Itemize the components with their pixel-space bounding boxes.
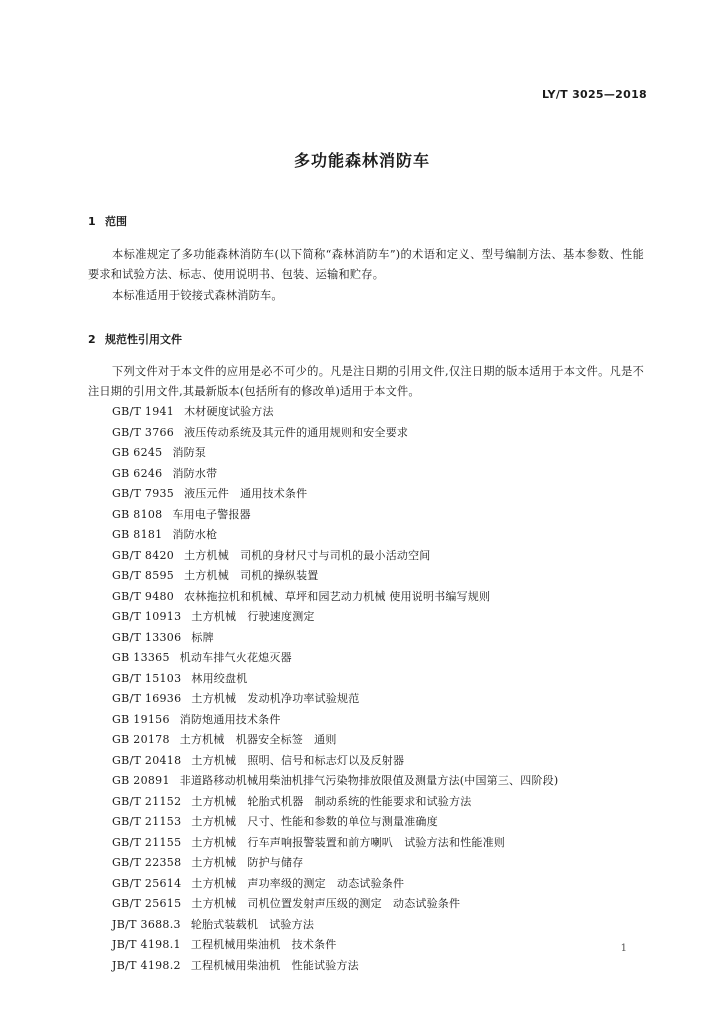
reference-code: GB 6246 bbox=[112, 466, 163, 480]
reference-title: 消防泵 bbox=[172, 446, 207, 459]
reference-title: 土方机械 司机的操纵装置 bbox=[184, 569, 319, 582]
reference-item bbox=[112, 628, 558, 649]
reference-title: 土方机械 司机位置发射声压级的测定 动态试验条件 bbox=[191, 897, 461, 910]
section-title: 范围 bbox=[105, 215, 127, 228]
section-title: 规范性引用文件 bbox=[105, 333, 182, 346]
reference-code: GB 20891 bbox=[112, 774, 170, 787]
reference-code: GB 8108 bbox=[112, 507, 163, 521]
reference-title: 工程机械用柴油机 性能试验方法 bbox=[190, 958, 359, 972]
reference-title: 土方机械 行车声响报警装置和前方喇叭 试验方法和性能准则 bbox=[191, 835, 506, 849]
reference-code: GB 19156 bbox=[112, 712, 170, 726]
references-intro-paragraph: 下列文件对于本文件的应用是必不可少的。凡是注日期的引用文件,仅注日期的版本适用于本文件。凡是不注日期的引用文件,其最新版本(包括所有的修改单)适用于本文件。 bbox=[88, 365, 644, 398]
reference-title: 土方机械 行驶速度测定 bbox=[191, 610, 315, 623]
scope-paragraph: 本标准规定了多功能森林消防车(以下简称“森林消防车”)的术语和定义、型号编制方法、基本参数、性能要求和试验方法、标志、使用说明书、包装、运输和贮存。 bbox=[88, 248, 644, 281]
reference-title: 消防水带 bbox=[172, 466, 218, 480]
reference-title: 土方机械 照明、信号和标志灯以及反射器 bbox=[191, 753, 405, 767]
reference-title: 车用电子警报器 bbox=[172, 507, 251, 521]
reference-item bbox=[112, 894, 558, 915]
reference-item bbox=[112, 566, 558, 587]
reference-item bbox=[112, 525, 558, 546]
reference-item bbox=[112, 915, 558, 936]
reference-code: GB/T 10913 bbox=[112, 610, 182, 623]
reference-title: 农林拖拉机和机械、草坪和园艺动力机械 使用说明书编写规则 bbox=[184, 589, 491, 603]
reference-item bbox=[112, 464, 558, 485]
reference-code: GB/T 1941 bbox=[112, 405, 175, 418]
scope-applicability-paragraph: 本标准适用于铰接式森林消防车。 bbox=[112, 289, 283, 302]
reference-code: JB/T 4198.2 bbox=[112, 958, 181, 972]
reference-title: 土方机械 机器安全标签 通则 bbox=[179, 733, 337, 746]
reference-code: GB/T 25615 bbox=[112, 897, 182, 910]
reference-code: GB/T 15103 bbox=[112, 671, 182, 685]
reference-item bbox=[112, 710, 558, 731]
reference-title: 消防水枪 bbox=[172, 528, 218, 541]
reference-item bbox=[112, 812, 558, 833]
section-number: 2 bbox=[88, 333, 96, 346]
reference-code: GB/T 8420 bbox=[112, 548, 175, 562]
reference-item bbox=[112, 484, 558, 505]
page-number: 1 bbox=[620, 943, 627, 954]
reference-item bbox=[112, 402, 558, 423]
reference-code: JB/T 3688.3 bbox=[112, 917, 181, 931]
reference-title: 土方机械 司机的身材尺寸与司机的最小活动空间 bbox=[184, 548, 431, 562]
section-heading-scope bbox=[88, 213, 127, 229]
page-title: 多功能森林消防车 bbox=[293, 151, 430, 170]
reference-item bbox=[112, 935, 558, 956]
reference-code: GB 8181 bbox=[112, 528, 163, 541]
reference-code: JB/T 4198.1 bbox=[112, 938, 181, 951]
reference-title: 消防炮通用技术条件 bbox=[179, 712, 281, 726]
reference-code: GB/T 13306 bbox=[112, 630, 182, 644]
reference-item bbox=[112, 607, 558, 628]
reference-title: 轮胎式装载机 试验方法 bbox=[190, 917, 315, 931]
reference-code: GB/T 21153 bbox=[112, 815, 182, 828]
reference-item bbox=[112, 587, 558, 608]
reference-title: 土方机械 尺寸、性能和参数的单位与测量准确度 bbox=[191, 815, 438, 828]
reference-item bbox=[112, 648, 558, 669]
reference-item bbox=[112, 853, 558, 874]
reference-list bbox=[112, 402, 558, 976]
reference-code: GB/T 7935 bbox=[112, 487, 175, 500]
reference-item bbox=[112, 730, 558, 751]
reference-item bbox=[112, 956, 558, 977]
reference-code: GB 13365 bbox=[112, 651, 170, 664]
reference-code: GB/T 3766 bbox=[112, 425, 175, 439]
standard-code: LY/T 3025—2018 bbox=[541, 88, 647, 101]
reference-item bbox=[112, 669, 558, 690]
reference-code: GB/T 9480 bbox=[112, 589, 175, 603]
reference-code: GB/T 22358 bbox=[112, 856, 182, 869]
reference-item bbox=[112, 505, 558, 526]
section-number: 1 bbox=[88, 215, 96, 228]
reference-item bbox=[112, 751, 558, 772]
reference-code: GB 20178 bbox=[112, 733, 170, 746]
reference-code: GB 6245 bbox=[112, 446, 163, 459]
reference-code: GB/T 25614 bbox=[112, 876, 182, 890]
reference-title: 非道路移动机械用柴油机排气污染物排放限值及测量方法(中国第三、四阶段) bbox=[179, 774, 559, 787]
reference-code: GB/T 21152 bbox=[112, 794, 182, 808]
reference-item bbox=[112, 771, 558, 792]
reference-title: 液压元件 通用技术条件 bbox=[184, 487, 308, 500]
reference-title: 机动车排气火花熄灭器 bbox=[179, 651, 292, 664]
reference-code: GB/T 20418 bbox=[112, 753, 182, 767]
reference-title: 土方机械 轮胎式机器 制动系统的性能要求和试验方法 bbox=[191, 794, 472, 808]
reference-title: 土方机械 声功率级的测定 动态试验条件 bbox=[191, 876, 405, 890]
reference-title: 土方机械 发动机净功率试验规范 bbox=[191, 692, 360, 705]
reference-item bbox=[112, 833, 558, 854]
reference-code: GB/T 8595 bbox=[112, 569, 175, 582]
reference-title: 林用绞盘机 bbox=[191, 671, 248, 685]
reference-item bbox=[112, 792, 558, 813]
reference-title: 工程机械用柴油机 技术条件 bbox=[190, 938, 337, 951]
reference-code: GB/T 21155 bbox=[112, 835, 182, 849]
reference-item bbox=[112, 874, 558, 895]
reference-item bbox=[112, 443, 558, 464]
reference-title: 标牌 bbox=[191, 630, 214, 644]
reference-title: 木材硬度试验方法 bbox=[184, 405, 274, 418]
section-heading-references bbox=[88, 331, 182, 347]
reference-item bbox=[112, 423, 558, 444]
reference-title: 土方机械 防护与储存 bbox=[191, 856, 304, 869]
reference-code: GB/T 16936 bbox=[112, 692, 182, 705]
reference-title: 液压传动系统及其元件的通用规则和安全要求 bbox=[184, 425, 409, 439]
reference-item bbox=[112, 689, 558, 710]
reference-item bbox=[112, 546, 558, 567]
